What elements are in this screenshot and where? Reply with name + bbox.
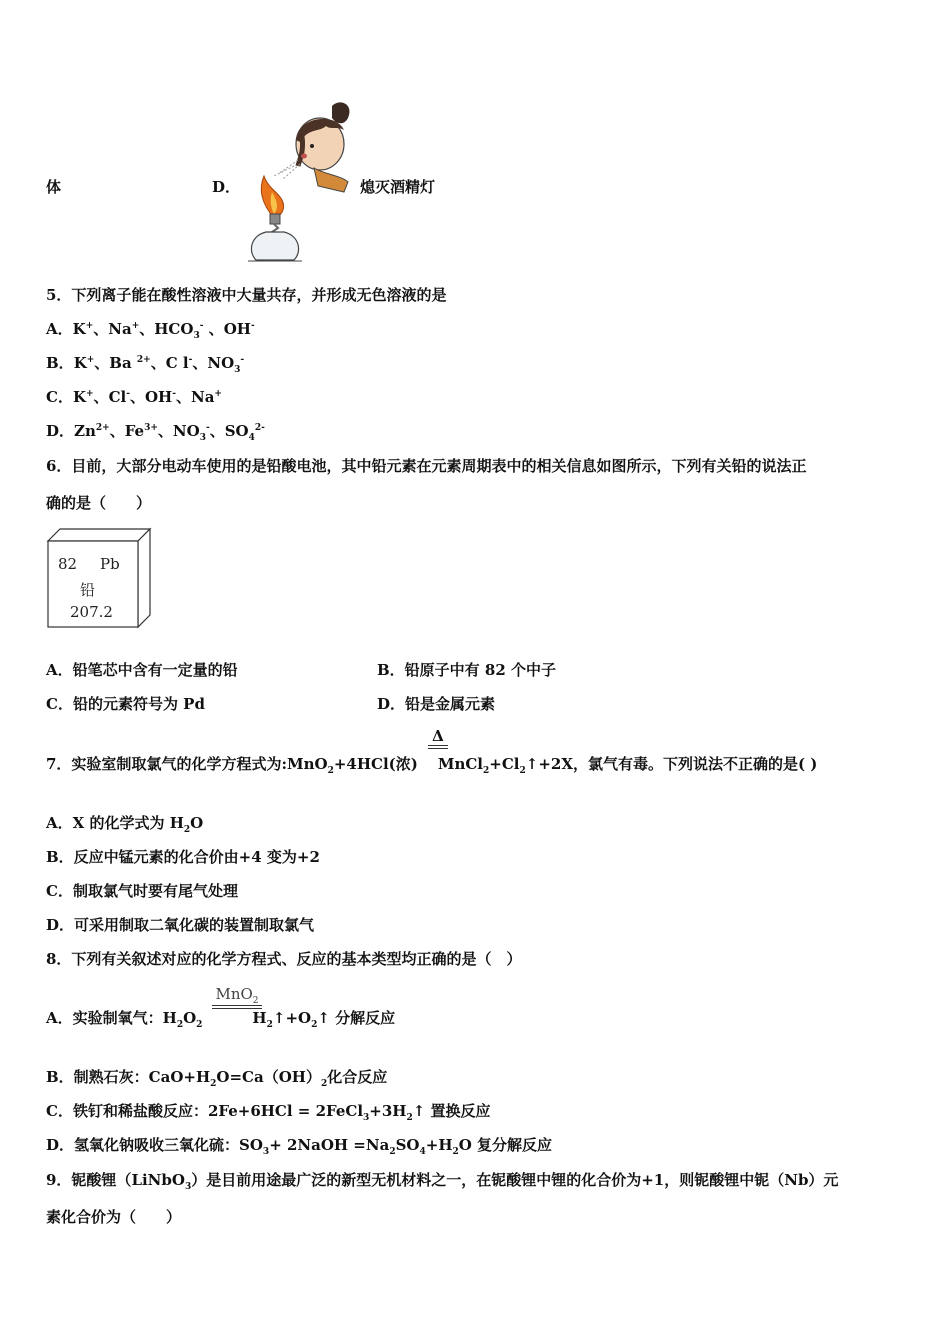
q8-stem: 8．下列有关叙述对应的化学方程式、反应的基本类型均正确的是（ ） <box>46 950 522 968</box>
q6-stem-line2: 确的是（ ） <box>46 494 152 512</box>
q5-stem: 5．下列离子能在酸性溶液中大量共存，并形成无色溶液的是 <box>46 286 447 304</box>
element-mass: 207.2 <box>70 603 113 621</box>
q8-option-c: C．铁钉和稀盐酸反应：$2Fe+6HCl = 2FeCl_3+3H_2↑$ 置换反应 <box>46 1102 491 1123</box>
q8-option-b: B．制熟石灰：$CaO+H_2O=Ca(OH)_2$化合反应 <box>46 1068 388 1089</box>
q5-option-b: B．K+、Ba $^{2+}$、C l-、$NO_3^-$ <box>46 354 245 375</box>
q9-stem-line1: 9．铌酸锂（LiNbO$_3$）是目前用途最广泛的新型无机材料之一，在铌酸锂中锂的化合价为+1，则铌酸锂中铌（Nb）元 <box>46 1171 839 1192</box>
q8-option-d: D．氢氧化钠吸收三氧化硫：$SO_3+$ 2NaOH $=Na_2SO_4+H_2O$ 复分解反应 <box>46 1136 553 1157</box>
q6-option-d: D．铅是金属元素 <box>377 695 496 713</box>
q7-option-d: D．可采用制取二氧化碳的装置制取氯气 <box>46 916 315 934</box>
q9-stem-line2: 素化合价为（ ） <box>46 1208 182 1226</box>
q8-option-a: A．实验制氧气：$H_2O_2$ $H_2↑+O_2↑$ 分解反应 <box>46 1009 396 1030</box>
q7-option-b: B．反应中锰元素的化合价由+4 变为+2 <box>46 848 320 866</box>
q6-option-b: B．铅原子中有 82 个中子 <box>377 661 556 679</box>
q4-fragment: 体 <box>46 178 62 196</box>
q5-option-c: C．K+、Cl-、OH-、Na+ <box>46 388 222 406</box>
element-name: 铅 <box>80 581 96 599</box>
q7-option-a: A．X 的化学式为 $H_2O$ <box>46 814 204 835</box>
q7-option-c: C．制取氯气时要有尾气处理 <box>46 882 238 900</box>
q7-stem: 7．实验室制取氯气的化学方程式为:MnO$_2$+4HCl(浓) $MnCl_2+Cl_2↑+2X$，氯气有毒。下列说法不正确的是( ) <box>46 755 818 776</box>
q4-option-d-text: 熄灭酒精灯 <box>360 178 436 196</box>
element-number: 82 <box>58 555 78 573</box>
q5-option-d: D．$Zn^{2+}$、$Fe^{3+}$、$NO_3^-$、$SO_4^{2-}$ <box>46 422 265 443</box>
q4-option-d-label: D． <box>212 178 241 196</box>
periodic-table-cell <box>46 527 152 629</box>
element-symbol: Pb <box>100 555 120 573</box>
q6-option-a: A．铅笔芯中含有一定量的铅 <box>46 661 238 679</box>
q5-option-a: A．K+、Na+、$HCO_3^-$ 、OH- <box>46 320 255 341</box>
girl-blowing-alcohol-lamp-icon <box>244 96 356 264</box>
q6-option-c: C．铅的元素符号为 Pd <box>46 695 205 713</box>
q7-heat-condition: Δ <box>428 728 448 749</box>
q8-catalyst-condition: MnO$_2$ <box>212 985 262 1009</box>
q6-stem-line1: 6．目前，大部分电动车使用的是铅酸电池，其中铅元素在元素周期表中的相关信息如图所示，下列有关铅的说法正 <box>46 457 807 475</box>
